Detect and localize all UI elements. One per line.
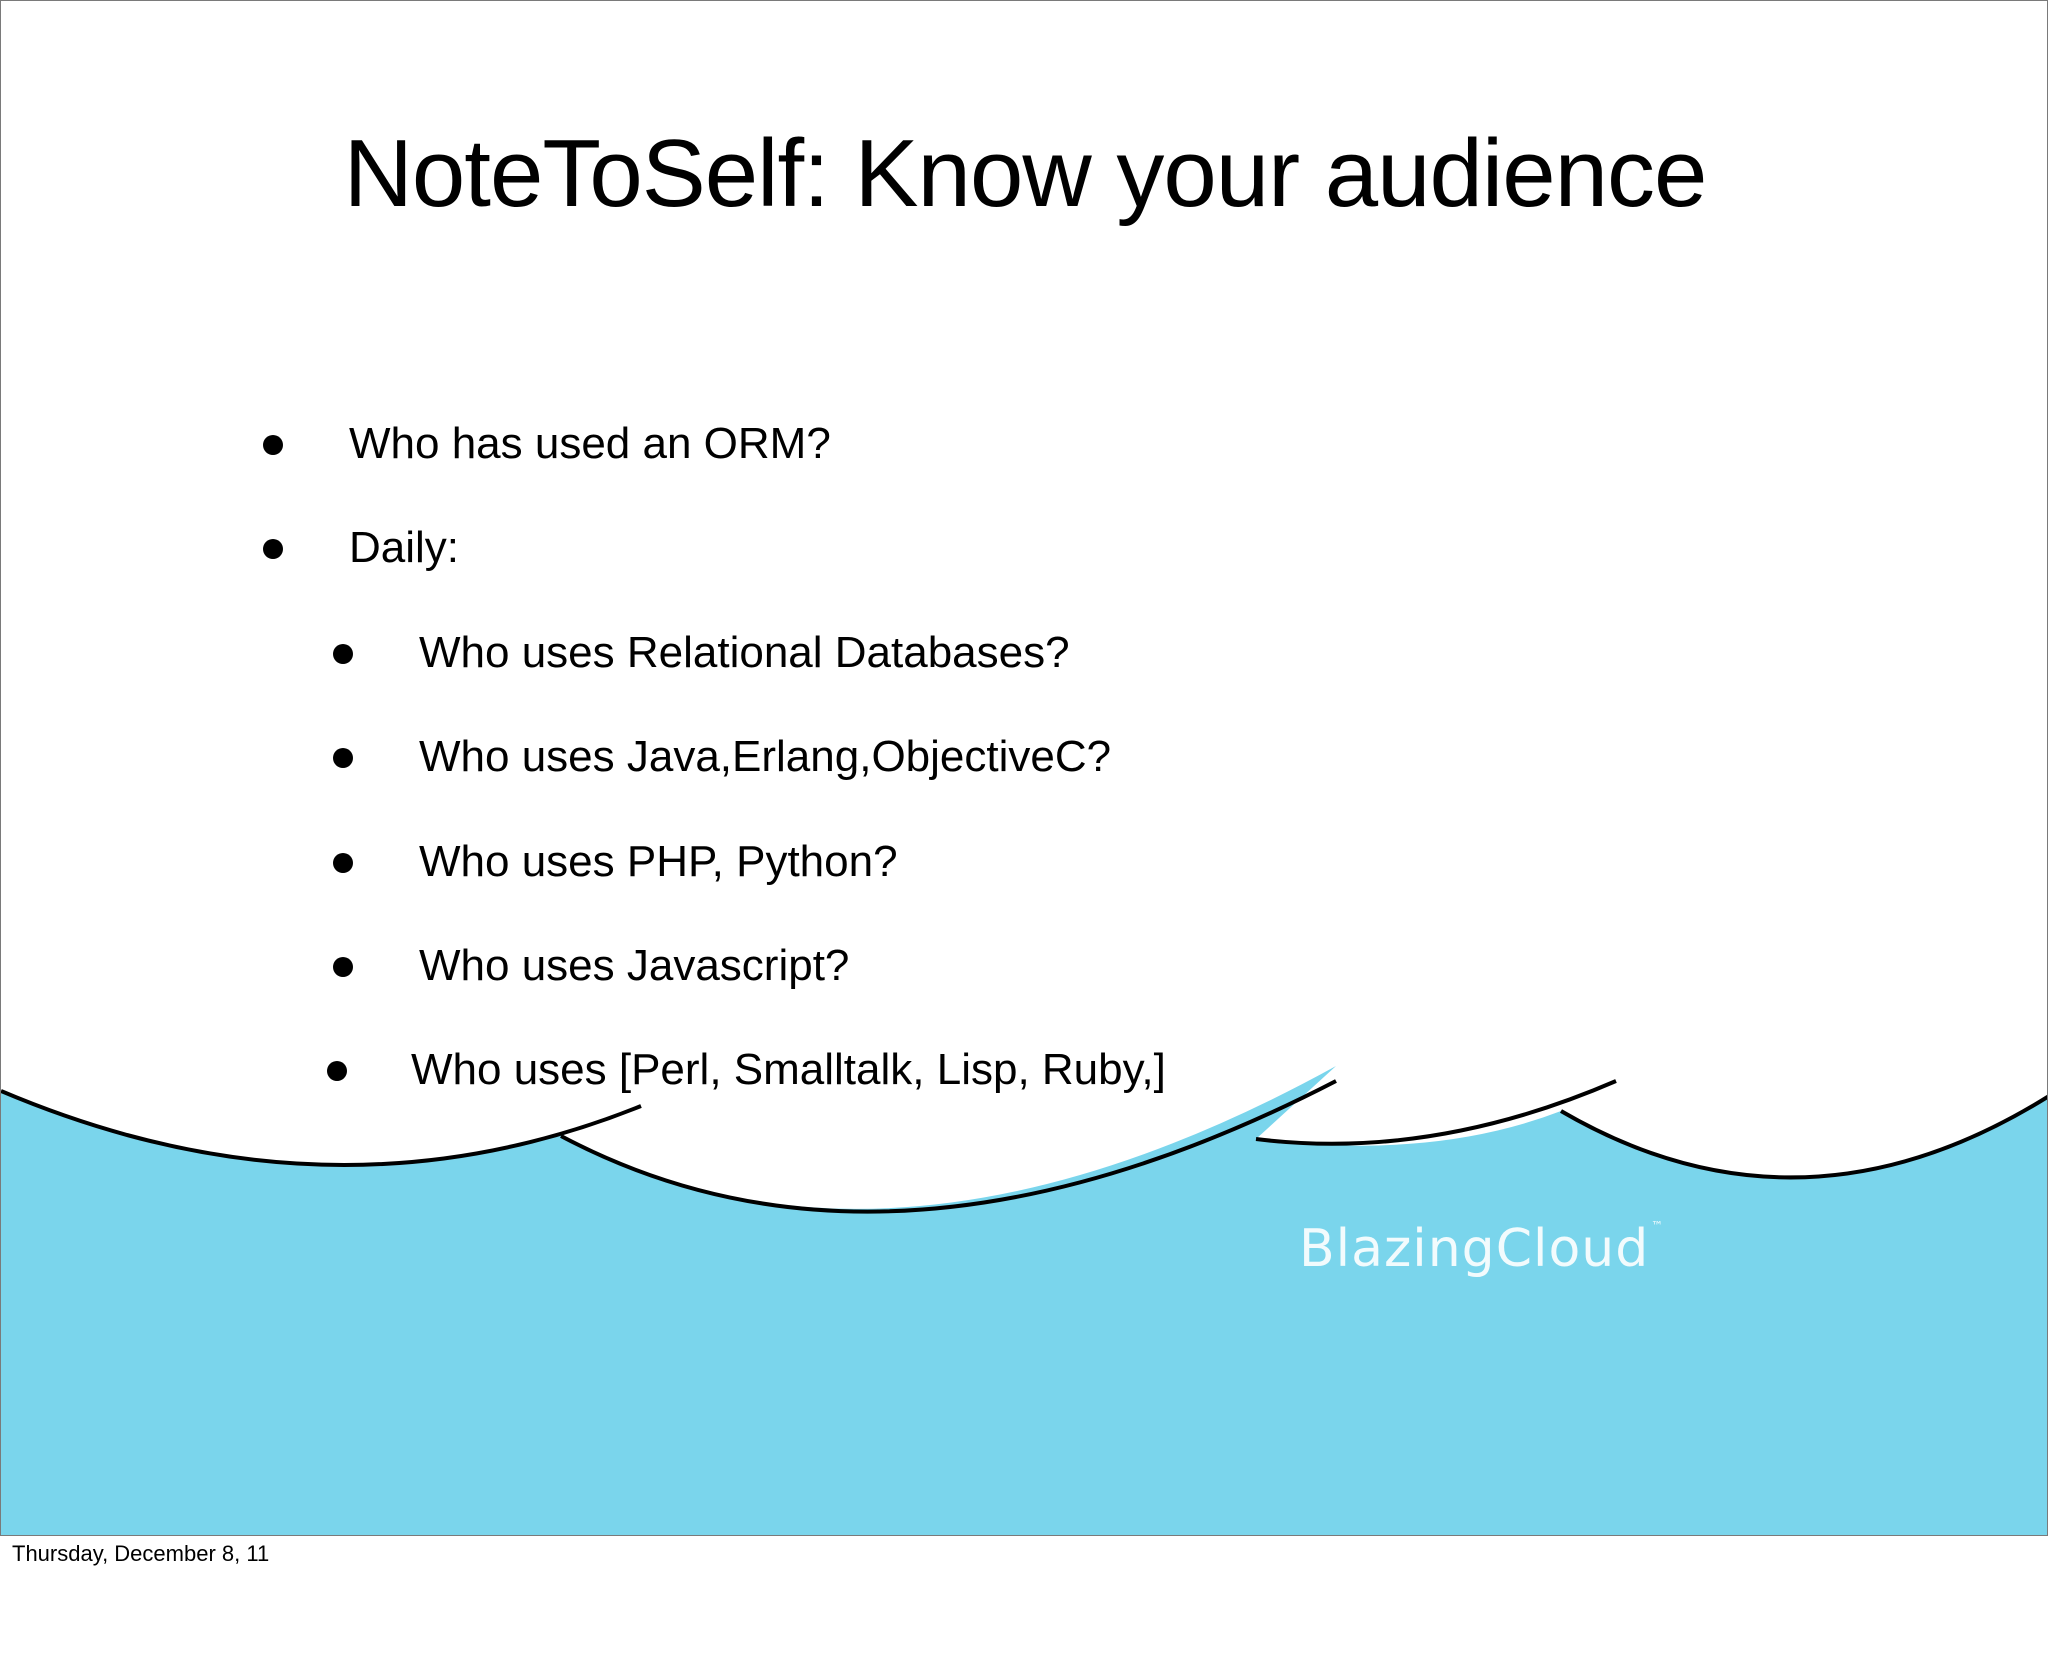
bullet-daily: Daily:	[349, 523, 460, 572]
bullet-php-python: Who uses PHP, Python?	[419, 837, 898, 886]
bullet-java-erlang-objectivec: Who uses Java,Erlang,ObjectiveC?	[419, 732, 1112, 781]
bullet-perl-smalltalk-lisp-ruby: Who uses [Perl, Smalltalk, Lisp, Ruby,]	[411, 1045, 1166, 1094]
bullet-dot	[327, 1061, 347, 1081]
bullet-javascript: Who uses Javascript?	[419, 941, 850, 990]
bullet-dot	[333, 853, 353, 873]
bullet-dot	[333, 644, 353, 664]
bullet-dot	[333, 748, 353, 768]
footer-date: Thursday, December 8, 11	[12, 1541, 270, 1566]
trademark-mark: ™	[1651, 1219, 1665, 1233]
bullet-dot	[263, 435, 283, 455]
bullet-dot	[333, 957, 353, 977]
sea-fill	[1, 1066, 2048, 1536]
bullet-who-has-used-orm: Who has used an ORM?	[349, 419, 831, 468]
bullet-dot	[263, 539, 283, 559]
bullet-relational-databases: Who uses Relational Databases?	[419, 628, 1070, 677]
blazing-cloud-logo	[1299, 1219, 1664, 1279]
slide-title: NoteToSelf: Know your audience	[343, 120, 1707, 227]
logo-text: BlazingCloud	[1299, 1219, 1650, 1279]
